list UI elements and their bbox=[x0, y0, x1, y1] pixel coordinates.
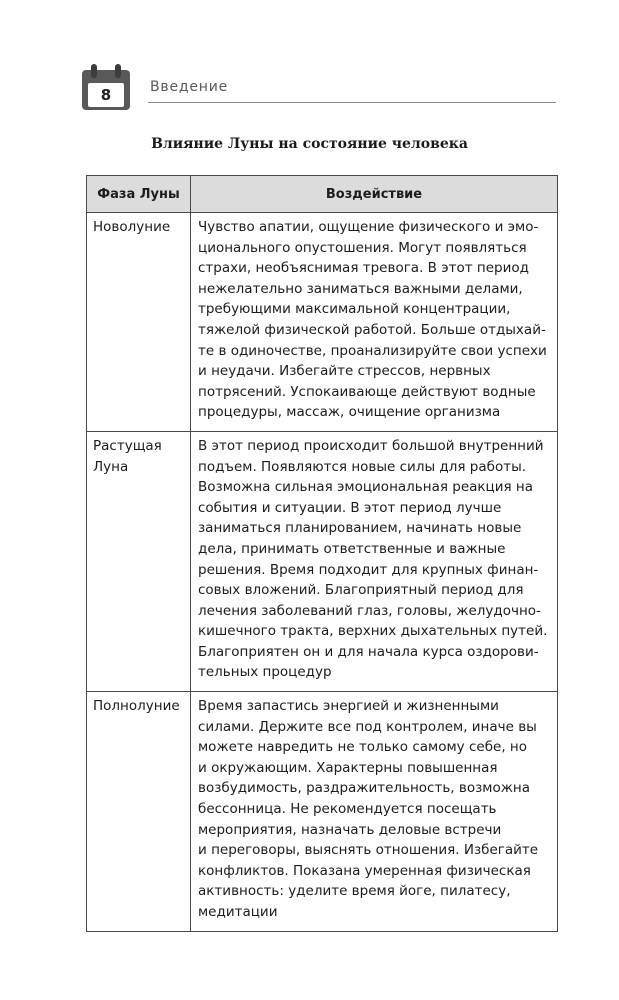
effect-cell bbox=[191, 431, 558, 691]
table-header-row bbox=[87, 176, 558, 213]
effect-line: и неудачи. Избегайте стрессов, нервных bbox=[198, 363, 491, 380]
effect-line: мероприятия, назначать деловые встречи bbox=[198, 821, 502, 838]
effect-line: бессонница. Не рекомендуется посещать bbox=[198, 801, 497, 818]
table-body bbox=[87, 213, 558, 932]
effect-line: силами. Держите все под контролем, иначе вы bbox=[198, 718, 537, 735]
effect-line: можете навредить не только самому себе, но bbox=[198, 739, 527, 756]
effect-line: дела, принимать ответственные и важные bbox=[198, 540, 506, 557]
phase-line: Растущая bbox=[93, 437, 162, 454]
effect-line: Чувство апатии, ощущение физического и эмо- bbox=[198, 219, 539, 235]
phase-line: Полнолуние bbox=[93, 698, 180, 715]
page-number: 8 bbox=[88, 83, 124, 107]
column-header-phase: Фаза Луны bbox=[87, 176, 191, 213]
effect-line: решения. Время подходит для крупных финан- bbox=[198, 561, 539, 578]
effect-cell bbox=[191, 213, 558, 432]
effect-line: кишечного тракта, верхних дыхательных путей. bbox=[198, 623, 548, 640]
header-divider bbox=[148, 102, 556, 103]
section-title: Введение bbox=[150, 79, 229, 95]
table-row bbox=[87, 692, 558, 932]
calendar-body bbox=[82, 70, 130, 110]
effect-line: Благоприятен он и для начала курса оздорови- bbox=[198, 643, 539, 660]
table-row bbox=[87, 431, 558, 691]
effect-line: тяжелой физической работой. Больше отдыхай- bbox=[198, 321, 546, 338]
phase-line: Новолуние bbox=[93, 219, 171, 235]
calendar-ring-left bbox=[91, 64, 97, 78]
effect-line: медитации bbox=[198, 904, 278, 920]
effect-line: активность: уделите время йоге, пилатесу, bbox=[198, 883, 511, 900]
effect-line: процедуры, массаж, очищение организма bbox=[198, 404, 501, 421]
effect-line: ционального опустошения. Могут появляться bbox=[198, 239, 527, 256]
effect-line: и окружающим. Характерны повышенная bbox=[198, 759, 498, 776]
phase-cell bbox=[87, 213, 191, 432]
effect-line: тельных процедур bbox=[198, 664, 332, 681]
column-header-effect: Воздействие bbox=[191, 176, 558, 213]
effect-line: лечения заболеваний глаз, головы, желудочно- bbox=[198, 602, 541, 619]
effect-line: события и ситуации. В этот период лучше bbox=[198, 499, 502, 516]
effect-line: возбудимость, раздражительность, возможна bbox=[198, 780, 530, 797]
effect-line: заниматься планированием, начинать новые bbox=[198, 520, 522, 537]
phase-cell bbox=[87, 431, 191, 691]
table-row bbox=[87, 213, 558, 432]
calendar-page-icon bbox=[82, 64, 132, 112]
effect-line: Время запастись энергией и жизненными bbox=[198, 698, 499, 715]
moon-phase-table bbox=[86, 175, 558, 932]
calendar-ring-right bbox=[115, 64, 121, 78]
effect-line: и переговоры, выяснять отношения. Избегайте bbox=[198, 842, 539, 859]
effect-line: совых вложений. Благоприятный период для bbox=[198, 582, 524, 599]
effect-line: нежелательно заниматься важными делами, bbox=[198, 280, 523, 297]
phase-line: Луна bbox=[93, 458, 129, 475]
effect-line: те в одиночестве, проанализируйте свои успехи bbox=[198, 342, 547, 359]
effect-cell bbox=[191, 692, 558, 932]
effect-line: В этот период происходит большой внутренний bbox=[198, 437, 544, 454]
effect-line: страхи, необъяснимая тревога. В этот период bbox=[198, 260, 529, 277]
effect-line: потрясений. Успокаивающе действуют водные bbox=[198, 383, 536, 400]
phase-cell bbox=[87, 692, 191, 932]
effect-line: Возможна сильная эмоциональная реакция на bbox=[198, 479, 534, 496]
effect-line: подъем. Появляются новые силы для работы. bbox=[198, 458, 527, 475]
page-title: Влияние Луны на состояние человека bbox=[151, 136, 468, 152]
effect-line: требующими максимальной концентрации, bbox=[198, 301, 511, 318]
effect-line: конфликтов. Показана умеренная физическая bbox=[198, 862, 531, 879]
